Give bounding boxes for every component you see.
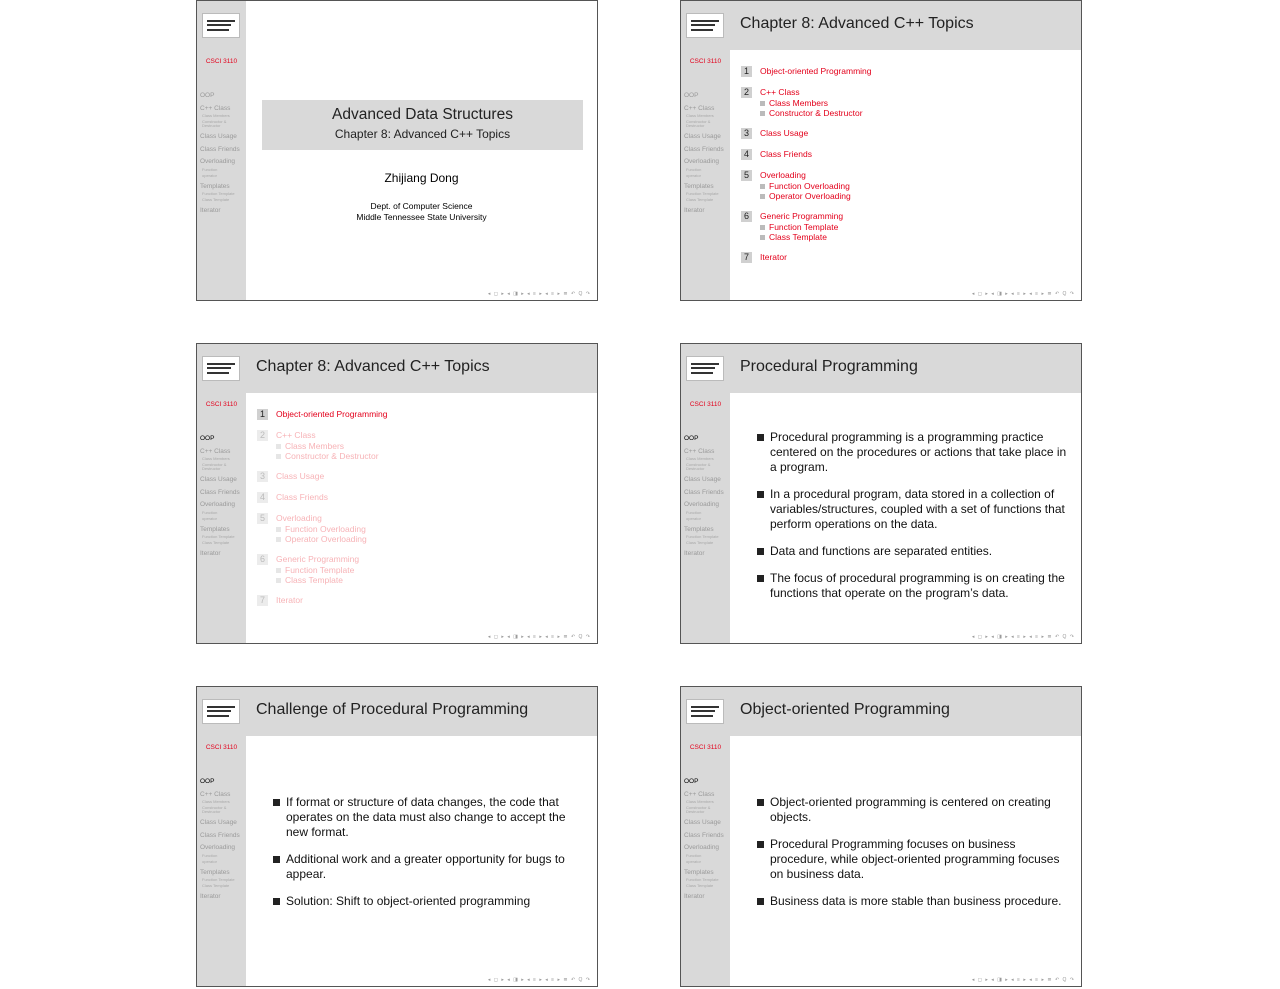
sidebar	[681, 1, 730, 300]
sidebar-subsection-link[interactable]: operator	[686, 172, 701, 178]
bullet-square-icon	[276, 537, 281, 542]
toc-subitem[interactable]	[276, 565, 587, 575]
sidebar-subsection-link[interactable]: Class Members	[686, 113, 714, 118]
toc-subitem-label[interactable]: Function Template	[285, 565, 355, 575]
sidebar-subsection-link[interactable]: Constructor & Destructor	[686, 462, 711, 471]
navigation-controls[interactable]: ◂ ◻ ▸ ◂ ◨ ▸ ◂ ≡ ▸ ◂ ≡ ▸ ≣ ↶ Q ↷	[487, 634, 591, 640]
toc-subitem[interactable]	[760, 232, 1071, 242]
toc-item	[741, 252, 1071, 263]
toc-subitems	[276, 441, 587, 461]
bullet-item	[757, 487, 1067, 532]
sidebar-subsection-link[interactable]: operator	[202, 515, 217, 521]
slide-title-text: Challenge of Procedural Programming	[256, 701, 529, 718]
toc-number: 2	[257, 430, 268, 441]
slide-procedural	[680, 343, 1082, 644]
sidebar-section-link[interactable]: Class Usage	[684, 476, 721, 483]
toc-subitem[interactable]	[760, 191, 1071, 201]
navigation-controls[interactable]: ◂ ◻ ▸ ◂ ◨ ▸ ◂ ≡ ▸ ◂ ≡ ▸ ≣ ↶ Q ↷	[487, 977, 591, 983]
course-code: CSCI 3110	[689, 58, 722, 65]
toc-number: 6	[257, 554, 268, 565]
sidebar-subsection-link[interactable]: operator	[202, 172, 217, 178]
sidebar-section-link[interactable]: C++ Class	[684, 104, 715, 112]
presentation-subtitle: Chapter 8: Advanced C++ Topics	[334, 127, 511, 141]
sidebar-subsection-link[interactable]: Function Template	[202, 534, 235, 539]
bullet-item	[273, 894, 583, 909]
university-logo	[202, 356, 240, 381]
sidebar-subsection-link[interactable]: Function	[686, 852, 702, 858]
course-code: CSCI 3110	[205, 58, 238, 65]
toc-item-group	[257, 492, 587, 503]
toc-subitem-label[interactable]: Class Members	[769, 98, 829, 108]
university: Middle Tennessee State University	[356, 212, 487, 222]
sidebar-section-link[interactable]: OOP	[684, 92, 699, 99]
toc-subitem-label[interactable]: Class Template	[285, 575, 343, 585]
sidebar-nav	[200, 779, 246, 901]
sidebar-subsection-link[interactable]: Function Template	[202, 191, 235, 196]
toc-subitem-label[interactable]: Operator Overloading	[285, 534, 367, 544]
toc-item-group	[257, 471, 587, 482]
sidebar-section-link[interactable]: OOP	[684, 435, 699, 442]
sidebar-subsection-link[interactable]: Class Template	[202, 540, 230, 545]
slide-outline-oop	[196, 343, 598, 644]
bullet-text: Procedural programming is a programming practice centered on the procedures or actions that take place in a program.	[770, 430, 1067, 474]
bullet-square-icon	[757, 898, 764, 905]
toc-subitem-label[interactable]: Constructor & Destructor	[285, 451, 379, 461]
sidebar-nav	[200, 436, 246, 558]
sidebar-subsection-link[interactable]: Function	[202, 166, 218, 172]
toc-link[interactable]: Overloading	[276, 513, 322, 523]
toc-number: 7	[741, 252, 752, 263]
sidebar-subsection-link[interactable]: Class Template	[202, 883, 230, 888]
toc-subitem-label[interactable]: Function Overloading	[285, 524, 366, 534]
sidebar-section-link[interactable]: OOP	[684, 778, 699, 785]
department: Dept. of Computer Science	[370, 201, 473, 211]
bullet-square-icon	[276, 578, 281, 583]
toc-item-group	[257, 513, 587, 544]
toc-item-group	[257, 409, 587, 420]
toc-link[interactable]: Overloading	[760, 170, 806, 180]
bullet-square-icon	[276, 444, 281, 449]
sidebar-subsection-link[interactable]: Constructor & Destructor	[202, 805, 227, 814]
bullet-text: Procedural Programming focuses on business procedure, while object-oriented programming focuses on business data.	[770, 837, 1060, 881]
bullet-square-icon	[760, 111, 765, 116]
toc-link[interactable]: Object-oriented Programming	[760, 66, 872, 76]
university-logo	[686, 13, 724, 38]
table-of-contents	[257, 409, 587, 606]
sidebar-section-link[interactable]: Templates	[200, 868, 230, 876]
sidebar-subsection-link[interactable]: Constructor & Destructor	[202, 462, 227, 471]
sidebar-section-link[interactable]: Iterator	[684, 893, 705, 900]
navigation-controls[interactable]: ◂ ◻ ▸ ◂ ◨ ▸ ◂ ≡ ▸ ◂ ≡ ▸ ≣ ↶ Q ↷	[971, 977, 1075, 983]
sidebar-nav	[684, 779, 730, 901]
slide-outline	[680, 0, 1082, 301]
sidebar-subsection-link[interactable]: Class Members	[202, 456, 230, 461]
sidebar-subsection-link[interactable]: operator	[686, 858, 701, 864]
sidebar-section-link[interactable]: C++ Class	[200, 104, 231, 112]
toc-item-group	[741, 87, 1071, 118]
toc-item	[741, 66, 1071, 77]
toc-item	[257, 409, 587, 420]
toc-item	[257, 471, 587, 482]
toc-item	[741, 170, 1071, 181]
sidebar-section-link[interactable]: Iterator	[684, 550, 705, 557]
toc-number: 5	[741, 170, 752, 181]
toc-subitem[interactable]	[760, 98, 1071, 108]
bullet-item	[757, 544, 1067, 559]
toc-item-group	[741, 170, 1071, 201]
toc-item	[257, 554, 587, 565]
bullet-text: The focus of procedural programming is on creating the functions that operate on the program’s data.	[770, 571, 1065, 600]
toc-subitem-label[interactable]: Function Overloading	[769, 181, 850, 191]
sidebar-section-link[interactable]: Iterator	[200, 207, 221, 214]
sidebar-subsection-link[interactable]: Function	[202, 509, 218, 515]
sidebar-nav	[684, 93, 730, 215]
bullet-square-icon	[760, 235, 765, 240]
sidebar-section-link[interactable]: Templates	[684, 868, 714, 876]
toc-number: 4	[257, 492, 268, 503]
toc-subitem[interactable]	[276, 534, 587, 544]
sidebar	[681, 687, 730, 986]
toc-number: 4	[741, 149, 752, 160]
toc-item	[257, 492, 587, 503]
slide-header	[246, 687, 597, 736]
slide-title-text: Procedural Programming	[740, 358, 918, 375]
sidebar-section-link[interactable]: Class Friends	[684, 831, 724, 839]
sidebar-section-link[interactable]: Templates	[684, 525, 714, 533]
toc-link[interactable]: Iterator	[760, 252, 787, 262]
sidebar-section-link[interactable]: Overloading	[684, 501, 720, 508]
toc-link[interactable]: Class Usage	[760, 128, 809, 138]
sidebar-subsection-link[interactable]: Constructor & Destructor	[686, 805, 711, 814]
toc-number: 2	[741, 87, 752, 98]
sidebar	[197, 1, 246, 300]
bullet-square-icon	[757, 841, 764, 848]
sidebar	[681, 344, 730, 643]
toc-subitem[interactable]	[276, 441, 587, 451]
sidebar-nav	[684, 436, 730, 558]
bullet-square-icon	[273, 799, 280, 806]
bullet-text: Data and functions are separated entities.	[770, 544, 993, 558]
table-of-contents	[741, 66, 1071, 263]
bullet-square-icon	[757, 799, 764, 806]
toc-item-group	[741, 66, 1071, 77]
bullet-item	[757, 795, 1067, 825]
sidebar-subsection-link[interactable]: Class Members	[686, 456, 714, 461]
bullet-item	[273, 795, 583, 840]
toc-subitems	[760, 222, 1071, 242]
sidebar-section-link[interactable]: Overloading	[684, 844, 720, 851]
bullet-text: In a procedural program, data stored in a collection of variables/structures, coupled with a set of functions that perform operations on the data.	[770, 487, 1065, 531]
toc-subitems	[276, 565, 587, 585]
sidebar-subsection-link[interactable]: Function Template	[202, 877, 235, 882]
sidebar-section-link[interactable]: Templates	[200, 525, 230, 533]
toc-link[interactable]: Class Friends	[276, 492, 328, 502]
sidebar-subsection-link[interactable]: Function	[686, 509, 702, 515]
sidebar-subsection-link[interactable]: Function Template	[686, 534, 719, 539]
toc-number: 6	[741, 211, 752, 222]
bullet-text: Additional work and a greater opportunity for bugs to appear.	[286, 852, 565, 881]
bullet-square-icon	[273, 898, 280, 905]
toc-item-group	[741, 128, 1071, 139]
sidebar-subsection-link[interactable]: Function Template	[686, 877, 719, 882]
navigation-controls[interactable]: ◂ ◻ ▸ ◂ ◨ ▸ ◂ ≡ ▸ ◂ ≡ ▸ ≣ ↶ Q ↷	[971, 634, 1075, 640]
toc-subitem-label[interactable]: Class Template	[769, 232, 827, 242]
toc-subitems	[760, 181, 1071, 201]
sidebar-section-link[interactable]: Overloading	[200, 501, 236, 508]
toc-link[interactable]: Generic Programming	[276, 554, 360, 564]
sidebar-section-link[interactable]: C++ Class	[200, 447, 231, 455]
sidebar-subsection-link[interactable]: Class Template	[686, 883, 714, 888]
slide-title-text: Object-oriented Programming	[740, 701, 950, 718]
navigation-controls[interactable]: ◂ ◻ ▸ ◂ ◨ ▸ ◂ ≡ ▸ ◂ ≡ ▸ ≣ ↶ Q ↷	[487, 291, 591, 297]
toc-item	[741, 211, 1071, 222]
sidebar-subsection-link[interactable]: Constructor & Destructor	[202, 119, 227, 128]
sidebar-subsection-link[interactable]: Class Template	[202, 197, 230, 202]
bullet-list	[757, 795, 1067, 921]
toc-subitem[interactable]	[276, 575, 587, 585]
sidebar-subsection-link[interactable]: operator	[202, 858, 217, 864]
sidebar-subsection-link[interactable]: Function Template	[686, 191, 719, 196]
sidebar-section-link[interactable]: C++ Class	[684, 447, 715, 455]
slide-title	[196, 0, 598, 301]
sidebar-subsection-link[interactable]: Class Template	[686, 540, 714, 545]
toc-item-group	[257, 430, 587, 461]
bullet-item	[757, 894, 1067, 909]
course-code: CSCI 3110	[205, 744, 238, 751]
bullet-square-icon	[760, 101, 765, 106]
toc-item	[257, 513, 587, 524]
slide-header	[730, 1, 1081, 50]
toc-link[interactable]: Iterator	[276, 595, 303, 605]
sidebar-subsection-link[interactable]: Class Members	[202, 113, 230, 118]
sidebar-section-link[interactable]: Class Usage	[200, 133, 237, 140]
toc-number: 3	[741, 128, 752, 139]
sidebar-subsection-link[interactable]: Class Members	[202, 799, 230, 804]
sidebar-subsection-link[interactable]: Function	[686, 166, 702, 172]
sidebar-section-link[interactable]: Class Friends	[200, 831, 240, 839]
bullet-square-icon	[760, 225, 765, 230]
bullet-square-icon	[273, 856, 280, 863]
toc-subitem[interactable]	[760, 222, 1071, 232]
bullet-item	[757, 430, 1067, 475]
author: Zhijiang Dong	[384, 171, 459, 185]
bullet-text: Object-oriented programming is centered on creating objects.	[770, 795, 1051, 824]
bullet-square-icon	[757, 548, 764, 555]
university-logo	[202, 699, 240, 724]
toc-link[interactable]: C++ Class	[760, 87, 800, 97]
toc-subitem[interactable]	[276, 524, 587, 534]
bullet-square-icon	[276, 454, 281, 459]
sidebar-subsection-link[interactable]: Class Members	[686, 799, 714, 804]
toc-number: 3	[257, 471, 268, 482]
toc-link[interactable]: C++ Class	[276, 430, 316, 440]
bullet-square-icon	[276, 527, 281, 532]
sidebar-section-link[interactable]: Class Usage	[200, 476, 237, 483]
toc-item-group	[257, 554, 587, 585]
toc-link[interactable]: Object-oriented Programming	[276, 409, 388, 419]
sidebar-section-link[interactable]: Class Usage	[200, 819, 237, 826]
toc-number: 1	[257, 409, 268, 420]
slide-title-text: Chapter 8: Advanced C++ Topics	[740, 15, 974, 32]
sidebar-section-link[interactable]: Class Friends	[200, 145, 240, 153]
sidebar-section-link[interactable]: OOP	[200, 435, 215, 442]
toc-link[interactable]: Class Friends	[760, 149, 812, 159]
toc-subitems	[276, 524, 587, 544]
toc-subitem[interactable]	[276, 451, 587, 461]
sidebar-subsection-link[interactable]: operator	[686, 515, 701, 521]
sidebar	[197, 687, 246, 986]
sidebar-section-link[interactable]: OOP	[200, 778, 215, 785]
toc-subitem-label[interactable]: Function Template	[769, 222, 839, 232]
toc-item-group	[741, 252, 1071, 263]
bullet-text: Solution: Shift to object-oriented programming	[286, 894, 531, 908]
toc-subitem-label[interactable]: Operator Overloading	[769, 191, 851, 201]
bullet-square-icon	[757, 491, 764, 498]
sidebar-section-link[interactable]: Iterator	[200, 550, 221, 557]
sidebar-section-link[interactable]: Templates	[200, 182, 230, 190]
presentation-title: Advanced Data Structures	[332, 106, 513, 123]
toc-link[interactable]: Generic Programming	[760, 211, 844, 221]
sidebar-section-link[interactable]: Overloading	[684, 158, 720, 165]
bullet-list	[757, 430, 1067, 613]
title-box	[262, 100, 583, 150]
sidebar-subsection-link[interactable]: Class Template	[686, 197, 714, 202]
toc-item	[257, 430, 587, 441]
course-code: CSCI 3110	[689, 401, 722, 408]
slide-title-text: Chapter 8: Advanced C++ Topics	[256, 358, 490, 375]
toc-link[interactable]: Class Usage	[276, 471, 325, 481]
bullet-square-icon	[757, 575, 764, 582]
toc-item-group	[257, 595, 587, 606]
bullet-list	[273, 795, 583, 921]
slide-header	[246, 344, 597, 393]
toc-item	[741, 87, 1071, 98]
sidebar-section-link[interactable]: Class Friends	[200, 488, 240, 496]
bullet-square-icon	[276, 568, 281, 573]
sidebar-subsection-link[interactable]: Function	[202, 852, 218, 858]
bullet-item	[757, 571, 1067, 601]
sidebar-subsection-link[interactable]: Constructor & Destructor	[686, 119, 711, 128]
sidebar-section-link[interactable]: Class Friends	[684, 488, 724, 496]
sidebar	[197, 344, 246, 643]
sidebar-section-link[interactable]: Overloading	[200, 158, 236, 165]
toc-item	[741, 128, 1071, 139]
sidebar-section-link[interactable]: OOP	[200, 92, 215, 99]
university-logo	[202, 13, 240, 38]
toc-subitems	[760, 98, 1071, 118]
sidebar-section-link[interactable]: Class Friends	[684, 145, 724, 153]
toc-subitem[interactable]	[760, 108, 1071, 118]
sidebar-section-link[interactable]: Overloading	[200, 844, 236, 851]
sidebar-section-link[interactable]: C++ Class	[684, 790, 715, 798]
toc-number: 7	[257, 595, 268, 606]
university-logo	[686, 356, 724, 381]
sidebar-section-link[interactable]: Templates	[684, 182, 714, 190]
sidebar-section-link[interactable]: Class Usage	[684, 819, 721, 826]
navigation-controls[interactable]: ◂ ◻ ▸ ◂ ◨ ▸ ◂ ≡ ▸ ◂ ≡ ▸ ≣ ↶ Q ↷	[971, 291, 1075, 297]
course-code: CSCI 3110	[689, 744, 722, 751]
slide-oop	[680, 686, 1082, 987]
toc-number: 1	[741, 66, 752, 77]
toc-item	[741, 149, 1071, 160]
toc-subitem[interactable]	[760, 181, 1071, 191]
bullet-square-icon	[757, 434, 764, 441]
bullet-item	[273, 852, 583, 882]
slide-challenge	[196, 686, 598, 987]
toc-subitem-label[interactable]: Class Members	[285, 441, 345, 451]
sidebar-section-link[interactable]: Iterator	[684, 207, 705, 214]
slide-header	[730, 344, 1081, 393]
bullet-square-icon	[760, 194, 765, 199]
toc-subitem-label[interactable]: Constructor & Destructor	[769, 108, 863, 118]
bullet-text: Business data is more stable than business procedure.	[770, 894, 1062, 908]
toc-item-group	[741, 211, 1071, 242]
bullet-square-icon	[760, 184, 765, 189]
sidebar-section-link[interactable]: Class Usage	[684, 133, 721, 140]
sidebar-section-link[interactable]: C++ Class	[200, 790, 231, 798]
sidebar-section-link[interactable]: Iterator	[200, 893, 221, 900]
slide-header	[730, 687, 1081, 736]
bullet-item	[757, 837, 1067, 882]
sidebar-nav	[200, 93, 246, 215]
university-logo	[686, 699, 724, 724]
institution	[246, 201, 597, 223]
bullet-text: If format or structure of data changes, the code that operates on the data must also change to accept the new format.	[286, 795, 566, 839]
course-code: CSCI 3110	[205, 401, 238, 408]
toc-number: 5	[257, 513, 268, 524]
toc-item-group	[741, 149, 1071, 160]
toc-item	[257, 595, 587, 606]
